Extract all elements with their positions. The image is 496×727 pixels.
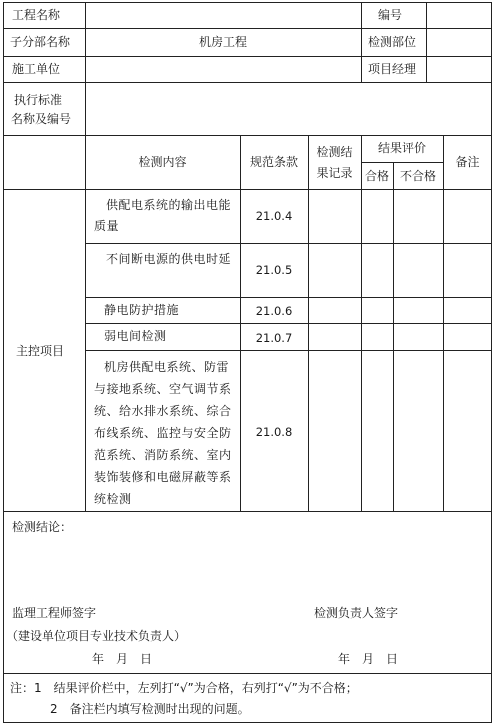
col-divider [361,135,362,511]
row-divider [3,56,492,57]
content-column-header: 检测内容 [138,155,187,169]
col-divider [308,135,309,511]
item-clause: 21.0.4 [255,209,293,223]
remark-column-header: 备注 [455,155,480,169]
main-control-items-label: 主控项目 [16,344,65,358]
row-divider [3,511,492,512]
item-clause: 21.0.7 [255,331,293,345]
supervisor-signature-label: 监理工程师签字 [12,606,97,620]
note-2: 2 备注栏内填写检测时出现的问题。 [50,702,250,716]
item-content: 机房供配电系统、防雷与接地系统、空气调节系统、给水排水系统、综合布线系统、监控与安全防范系统、消防系统、室内装饰装修和电磁屏蔽等系统检测 [94,360,232,506]
project-name-label: 工程名称 [12,8,61,22]
item-content: 静电防护措施 [104,303,180,317]
col-divider [85,135,86,511]
date-right: 年 月 日 [338,652,399,666]
sub-division-value: 机房工程 [198,35,247,49]
row-divider [3,135,492,136]
row-divider [85,243,492,244]
date-left: 年 月 日 [92,652,153,666]
clause-column-header: 规范条款 [249,155,298,169]
item-clause: 21.0.5 [255,263,293,277]
row-divider [3,673,492,674]
standard-label: 执行标准 [14,93,63,107]
col-divider [240,135,241,511]
item-content: 弱电间检测 [104,329,167,343]
supervisor-subtitle: （建设单位项目专业技术负责人） [6,629,187,643]
row-divider [85,350,492,351]
row-divider [3,82,492,83]
record-column-header: 果记录 [316,166,353,180]
item-content: 供配电系统的输出电能质量 [94,198,232,233]
col-divider [85,2,86,135]
inspection-part-label: 检测部位 [368,35,417,49]
col-divider [443,135,444,511]
standard-label: 名称及编号 [11,112,72,126]
item-clause: 21.0.8 [255,425,293,439]
number-label: 编号 [378,8,403,22]
col-divider [361,2,362,82]
project-manager-label: 项目经理 [368,62,417,76]
contractor-label: 施工单位 [12,62,61,76]
fail-column-header: 不合格 [399,169,436,183]
row-divider [3,189,492,190]
conclusion-label: 检测结论： [12,520,73,534]
col-divider [393,162,394,511]
tester-signature-label: 检测负责人签字 [314,606,399,620]
row-divider [85,297,492,298]
note-1: 注：1 结果评价栏中，左列打“√”为合格，右列打“√”为不合格； [10,681,358,695]
row-divider [3,28,492,29]
evaluation-divider [361,162,443,163]
item-clause: 21.0.6 [255,304,293,318]
pass-column-header: 合格 [364,169,389,183]
evaluation-column-header: 结果评价 [377,141,426,155]
record-column-header: 检测结 [316,145,353,159]
sub-division-label: 子分部名称 [10,35,71,49]
col-divider [426,2,427,82]
row-divider [85,323,492,324]
item-content: 不间断电源的供电时延 [106,252,232,266]
